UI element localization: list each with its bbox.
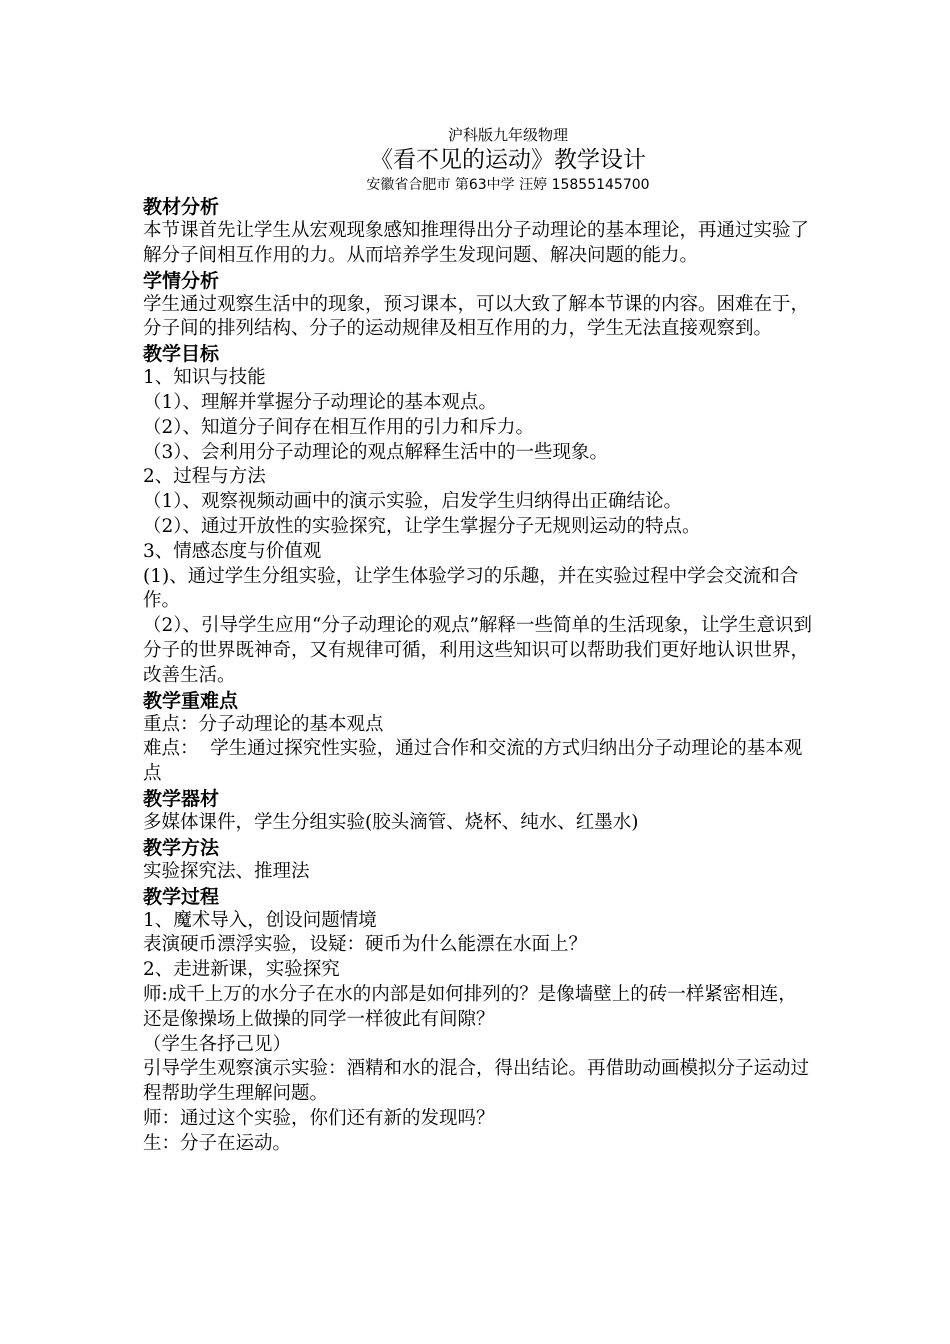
objective-line: 2、过程与方法 xyxy=(143,466,266,488)
objective-line: （1）、理解并掌握分子动理论的基本观点。 xyxy=(143,391,498,413)
subject-line: 沪科版九年级物理 xyxy=(447,126,568,144)
objective-line: 3、情感态度与价值观 xyxy=(143,540,322,562)
key-point-text: 重点：分子动理论的基本观点 xyxy=(143,713,384,735)
heading-equipment: 教学器材 xyxy=(143,787,220,810)
process-step-title: 2、走进新课，实验探究 xyxy=(143,959,340,981)
students-response: （学生各抒己见） xyxy=(143,1033,292,1055)
student-analysis-text: 学生通过观察生活中的现象，预习课本，可以大致了解本节课的内容。困难在于，分子间的排列结构、分子的运动规律及相互作用的力，学生无法直接观察到。 xyxy=(143,293,810,340)
difficulty-text: 难点： 学生通过探究性实验，通过合作和交流的方式归纳出分子动理论的基本观点 xyxy=(143,738,803,785)
objective-paragraph: (1)、通过学生分组实验，让学生体验学习的乐趣，并在实验过程中学会交流和合作。 xyxy=(143,565,799,612)
heading-objectives: 教学目标 xyxy=(143,343,220,366)
material-analysis-text: 本节课首先让学生从宏观现象感知推理得出分子动理论的基本理论，再通过实验了解分子间相互作用的力。从而培养学生发现问题、解决问题的能力。 xyxy=(143,220,810,266)
heading-key-points: 教学重难点 xyxy=(143,689,239,712)
author-line: 安徽省合肥市 第63中学 汪婷 15855145700 xyxy=(366,177,650,193)
teacher-question: 师：通过这个实验，你们还有新的发现吗？ xyxy=(143,1107,495,1129)
objective-line: （2）、知道分子间存在相互作用的引力和斥力。 xyxy=(143,416,535,438)
student-answer: 生：分子在运动。 xyxy=(143,1132,292,1154)
objective-line: 1、知识与技能 xyxy=(143,367,266,389)
objective-paragraph: （2）、引导学生应用“分子动理论的观点”解释一些简单的生活现象，让学生意识到分子的世界既神奇，又有规律可循，利用这些知识可以帮助我们更好地认识世界，改善生活。 xyxy=(143,615,812,686)
equipment-text: 多媒体课件，学生分组实验(胶头滴管、烧杯、纯水、红墨水) xyxy=(143,811,639,833)
objective-line: （2）、通过开放性的实验探究，让学生掌握分子无规则运动的特点。 xyxy=(143,515,701,537)
document-title: 《看不见的运动》教学设计 xyxy=(370,147,646,173)
objective-line: （1）、观察视频动画中的演示实验，启发学生归纳得出正确结论。 xyxy=(143,491,683,513)
heading-material-analysis: 教材分析 xyxy=(143,196,220,218)
process-step-title: 1、魔术导入，创设问题情境 xyxy=(143,909,377,931)
process-step-text: 表演硬币漂浮实验，设疑：硬币为什么能漂在水面上？ xyxy=(143,934,588,956)
heading-process: 教学过程 xyxy=(143,885,220,908)
teacher-question: 师:成千上万的水分子在水的内部是如何排列的？是像墙壁上的砖一样紧密相连，还是像操场上做操的同学一样彼此有间隙？ xyxy=(143,983,797,1030)
guide-text: 引导学生观察演示实验：酒精和水的混合，得出结论。再借助动画模拟分子运动过程帮助学生理解问题。 xyxy=(143,1058,810,1105)
methods-text: 实验探究法、推理法 xyxy=(143,860,310,882)
heading-methods: 教学方法 xyxy=(143,836,220,859)
document-content xyxy=(143,126,813,1157)
heading-student-analysis: 学情分析 xyxy=(143,269,220,292)
objective-line: （3）、会利用分子动理论的观点解释生活中的一些现象。 xyxy=(143,441,609,463)
document-header xyxy=(143,126,813,195)
